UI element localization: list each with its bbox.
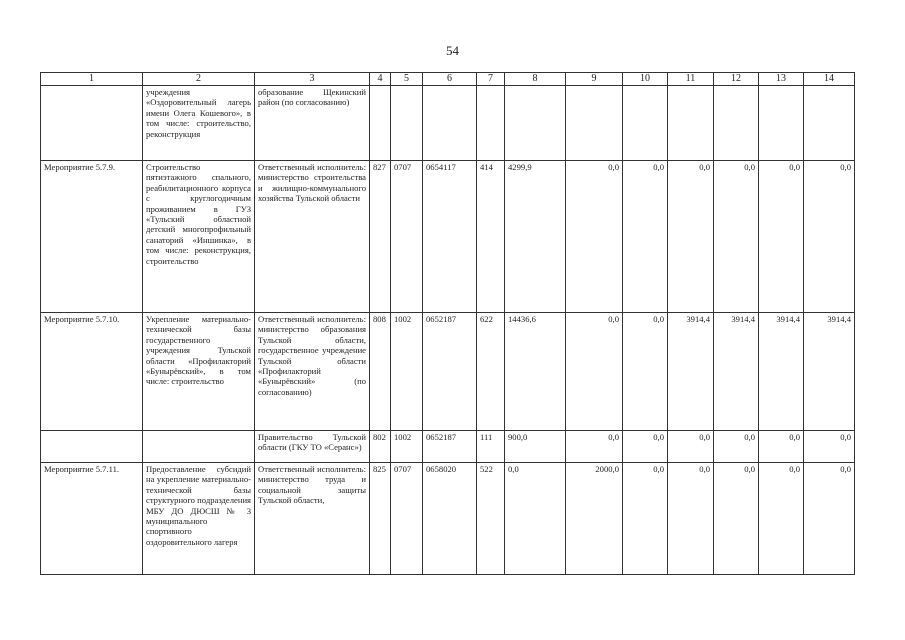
amount-cell: 900,0 <box>505 431 566 463</box>
kbk-ministry-cell: 827 <box>370 161 391 313</box>
col-header: 10 <box>623 73 668 86</box>
executor-cell: Ответственный исполнитель: министерство строительства и жилищно-коммунального хозяйства Тульской области <box>255 161 370 313</box>
kbk-type-cell: 622 <box>477 313 505 431</box>
col-header: 7 <box>477 73 505 86</box>
amount-cell: 0,0 <box>623 431 668 463</box>
activity-cell <box>41 431 143 463</box>
kbk-section-cell: 0707 <box>391 463 423 575</box>
amount-cell: 0,0 <box>668 161 714 313</box>
executor-cell: образование Щекинский район (по согласованию) <box>255 86 370 161</box>
col-header: 3 <box>255 73 370 86</box>
amount-cell: 0,0 <box>714 463 759 575</box>
kbk-target-cell: 0654117 <box>423 161 477 313</box>
description-cell <box>143 431 255 463</box>
amount-cell: 3914,4 <box>714 313 759 431</box>
activity-cell: Мероприятие 5.7.11. <box>41 463 143 575</box>
amount-cell: 3914,4 <box>804 313 855 431</box>
amount-cell <box>623 86 668 161</box>
executor-cell: Правительство Тульской области (ГКУ ТО «Серанс») <box>255 431 370 463</box>
kbk-type-cell: 522 <box>477 463 505 575</box>
col-header: 14 <box>804 73 855 86</box>
description-cell: учреждения «Оздоровительный лагерь имени Олега Кошевого», в том числе: строительство, реконструкция <box>143 86 255 161</box>
amount-cell: 0,0 <box>714 431 759 463</box>
amount-cell: 0,0 <box>804 431 855 463</box>
col-header: 4 <box>370 73 391 86</box>
table-row <box>41 86 855 161</box>
col-header: 8 <box>505 73 566 86</box>
amount-cell: 0,0 <box>505 463 566 575</box>
table-row <box>41 161 855 313</box>
amount-cell: 0,0 <box>623 313 668 431</box>
kbk-ministry-cell: 825 <box>370 463 391 575</box>
amount-cell: 0,0 <box>566 313 623 431</box>
col-header: 6 <box>423 73 477 86</box>
kbk-section-cell: 1002 <box>391 313 423 431</box>
amount-cell <box>566 86 623 161</box>
amount-cell: 3914,4 <box>668 313 714 431</box>
code-cell <box>423 86 477 161</box>
amount-cell <box>714 86 759 161</box>
amount-cell: 2000,0 <box>566 463 623 575</box>
kbk-ministry-cell: 808 <box>370 313 391 431</box>
amount-cell: 0,0 <box>759 463 804 575</box>
description-cell: Предоставление субсидий на укрепление материально-технической базы структурного подразделения МБУ ДО ДЮСШ № 3 муниципального спортивного оздоровительного лагеря <box>143 463 255 575</box>
activity-cell: Мероприятие 5.7.9. <box>41 161 143 313</box>
amount-cell: 0,0 <box>759 431 804 463</box>
description-cell: Укрепление материально-технической базы государственного учреждения Тульской области «Профилакторий «Бунырёвский», в том числе: строительство <box>143 313 255 431</box>
kbk-ministry-cell: 802 <box>370 431 391 463</box>
amount-cell: 3914,4 <box>759 313 804 431</box>
col-header: 11 <box>668 73 714 86</box>
amount-cell <box>668 86 714 161</box>
amount-cell <box>804 86 855 161</box>
amount-cell: 0,0 <box>714 161 759 313</box>
amount-cell: 0,0 <box>623 463 668 575</box>
code-cell <box>391 86 423 161</box>
col-header: 13 <box>759 73 804 86</box>
code-cell <box>370 86 391 161</box>
code-cell <box>477 86 505 161</box>
amount-cell: 0,0 <box>759 161 804 313</box>
kbk-target-cell: 0658020 <box>423 463 477 575</box>
col-header: 1 <box>41 73 143 86</box>
amount-cell: 0,0 <box>566 431 623 463</box>
col-header: 2 <box>143 73 255 86</box>
executor-cell: Ответственный исполнитель: министерство труда и социальной защиты Тульской области, <box>255 463 370 575</box>
amount-cell: 0,0 <box>804 161 855 313</box>
col-header: 9 <box>566 73 623 86</box>
amount-cell: 0,0 <box>623 161 668 313</box>
table-row <box>41 431 855 463</box>
amount-cell: 0,0 <box>804 463 855 575</box>
kbk-target-cell: 0652187 <box>423 313 477 431</box>
activity-cell: Мероприятие 5.7.10. <box>41 313 143 431</box>
kbk-type-cell: 111 <box>477 431 505 463</box>
amount-cell: 0,0 <box>668 431 714 463</box>
kbk-section-cell: 1002 <box>391 431 423 463</box>
amount-cell: 4299,9 <box>505 161 566 313</box>
amount-cell: 0,0 <box>668 463 714 575</box>
description-cell: Строительство пятиэтажного спального, реабилитационного корпуса с круглогодичным проживанием в ГУЗ «Тульский областной детский многопрофильный санаторий «Иншинка», в том числе: реконструкция, строительство <box>143 161 255 313</box>
amount-cell: 0,0 <box>566 161 623 313</box>
table-row <box>41 313 855 431</box>
col-header: 12 <box>714 73 759 86</box>
page-number: 54 <box>446 43 459 58</box>
kbk-section-cell: 0707 <box>391 161 423 313</box>
executor-cell: Ответственный исполнитель: министерство образования Тульской области, государственное учреждение Тульской области «Профилакторий «Бунырёвский» (по согласованию) <box>255 313 370 431</box>
amount-cell <box>505 86 566 161</box>
kbk-type-cell: 414 <box>477 161 505 313</box>
column-header-row <box>41 73 855 86</box>
budget-table <box>40 72 855 575</box>
activity-cell <box>41 86 143 161</box>
kbk-target-cell: 0652187 <box>423 431 477 463</box>
amount-cell: 14436,6 <box>505 313 566 431</box>
table-row <box>41 463 855 575</box>
col-header: 5 <box>391 73 423 86</box>
amount-cell <box>759 86 804 161</box>
